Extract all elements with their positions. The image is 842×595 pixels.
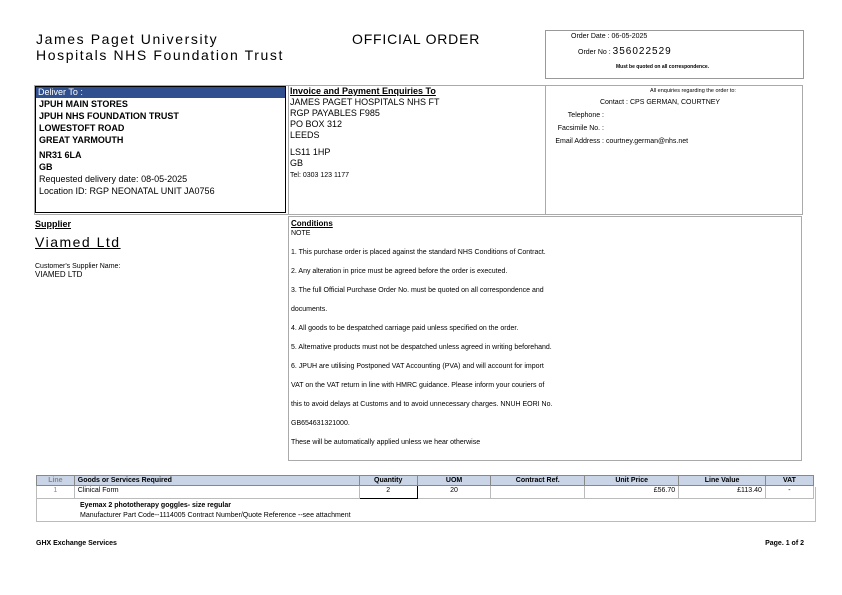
- footer-left: GHX Exchange Services: [36, 540, 117, 547]
- deliver-to-box: [35, 86, 286, 213]
- cell-line: 1: [37, 486, 75, 499]
- invoice-line: RGP PAYABLES F985: [290, 108, 380, 118]
- trust-name: [36, 31, 284, 63]
- condition-paragraph: 2. Any alteration in price must be agreed before the order is executed.: [291, 268, 508, 275]
- email-label: Email Address :: [555, 138, 604, 145]
- trust-name-line2: Hospitals NHS Foundation Trust: [36, 47, 284, 63]
- deliver-line: LOWESTOFT ROAD: [39, 123, 125, 133]
- col-unit-price: Unit Price: [585, 476, 679, 486]
- cell-uom: 20: [417, 486, 491, 499]
- enquiries-title: All enquiries regarding the order to:: [650, 88, 736, 94]
- conditions-section: [291, 219, 799, 457]
- customer-supplier-label: Customer's Supplier Name:: [35, 263, 121, 270]
- cell-quantity: 2: [359, 486, 417, 499]
- invoice-line: LEEDS: [290, 130, 320, 140]
- col-uom: UOM: [417, 476, 491, 486]
- condition-paragraph: VAT on the VAT return in line with HMRC guidance. Please inform your couriers of: [291, 382, 545, 389]
- customer-supplier-value: VIAMED LTD: [35, 270, 83, 279]
- item-description: [80, 501, 351, 521]
- col-vat: VAT: [765, 476, 813, 486]
- condition-paragraph: NOTE: [291, 230, 311, 237]
- order-info-box: [545, 30, 804, 79]
- invoice-line: PO BOX 312: [290, 119, 343, 129]
- deliver-line: JPUH NHS FOUNDATION TRUST: [39, 111, 179, 121]
- item-description-line1: Eyemax 2 phototherapy goggles- size regular: [80, 502, 231, 509]
- enquiries-section: [548, 88, 798, 148]
- invoice-tel: Tel: 0303 123 1177: [290, 172, 350, 179]
- condition-paragraph: this to avoid delays at Customs and to avoid unnecessary charges. NNUH EORI No.: [291, 401, 553, 408]
- fax-label: Facsimile No. :: [557, 125, 604, 132]
- condition-paragraph: 3. The full Official Purchase Order No. must be quoted on all correspondence and: [291, 287, 544, 294]
- order-note: Must be quoted on all correspondence.: [616, 64, 710, 70]
- condition-paragraph: GB654631321000.: [291, 420, 350, 427]
- deliver-line: GB: [39, 162, 53, 172]
- condition-paragraph: documents.: [291, 306, 328, 313]
- trust-name-line1: James Paget University: [36, 31, 219, 47]
- col-line: Line: [37, 476, 75, 486]
- requested-delivery-date: Requested delivery date: 08-05-2025: [39, 174, 188, 184]
- order-date-value: 06-05-2025: [611, 33, 648, 40]
- deliver-line: NR31 6LA: [39, 150, 82, 160]
- location-id: Location ID: RGP NEONATAL UNIT JA0756: [39, 186, 215, 196]
- deliver-line: GREAT YARMOUTH: [39, 135, 124, 145]
- invoice-address: [290, 86, 540, 181]
- deliver-to-header: Deliver To :: [36, 87, 285, 98]
- contact-label: Contact :: [599, 99, 628, 106]
- page-number: Page. 1 of 2: [765, 540, 804, 547]
- condition-paragraph: 1. This purchase order is placed against the standard NHS Conditions of Contract.: [291, 249, 546, 256]
- document-title: OFFICIAL ORDER: [352, 31, 481, 47]
- invoice-line: LS11 1HP: [290, 147, 331, 157]
- condition-paragraph: 4. All goods to be despatched carriage paid unless specified on the order.: [291, 325, 519, 332]
- col-line-value: Line Value: [679, 476, 766, 486]
- conditions-header: Conditions: [291, 219, 333, 228]
- col-goods: Goods or Services Required: [74, 476, 359, 486]
- cell-contract-ref: [491, 486, 585, 499]
- col-contract-ref: Contract Ref.: [491, 476, 585, 486]
- telephone-label: Telephone :: [567, 112, 604, 119]
- condition-paragraph: These will be automatically applied unless we hear otherwise: [291, 439, 481, 446]
- deliver-line: JPUH MAIN STORES: [39, 99, 128, 109]
- email-value: courtney.german@nhs.net: [606, 138, 689, 145]
- cell-vat: -: [765, 486, 813, 499]
- item-description-line2: Manufacturer Part Code--1114005 Contract Number/Quote Reference --see attachment: [80, 512, 351, 519]
- order-no-value: 356022529: [612, 46, 672, 57]
- table-header-row: [37, 476, 814, 486]
- condition-paragraph: 6. JPUH are utilising Postponed VAT Accounting (PVA) and will account for import: [291, 363, 544, 370]
- invoice-line: JAMES PAGET HOSPITALS NHS FT: [290, 97, 440, 107]
- invoice-header: Invoice and Payment Enquiries To: [290, 86, 436, 96]
- order-date-label: Order Date :: [571, 33, 610, 40]
- table-row: [37, 486, 814, 499]
- contact-value: CPS GERMAN, COURTNEY: [630, 99, 721, 106]
- cell-goods: Clinical Form: [74, 486, 359, 499]
- supplier-name: Viamed Ltd: [35, 234, 121, 250]
- order-items-table: [36, 475, 814, 499]
- cell-unit-price: £56.70: [585, 486, 679, 499]
- col-quantity: Quantity: [359, 476, 417, 486]
- condition-paragraph: 5. Alternative products must not be despatched unless agreed in writing beforehand.: [291, 344, 552, 351]
- cell-line-value: £113.40: [679, 486, 766, 499]
- order-no-label: Order No :: [578, 49, 611, 56]
- invoice-line: GB: [290, 158, 304, 168]
- supplier-label: Supplier: [35, 219, 72, 229]
